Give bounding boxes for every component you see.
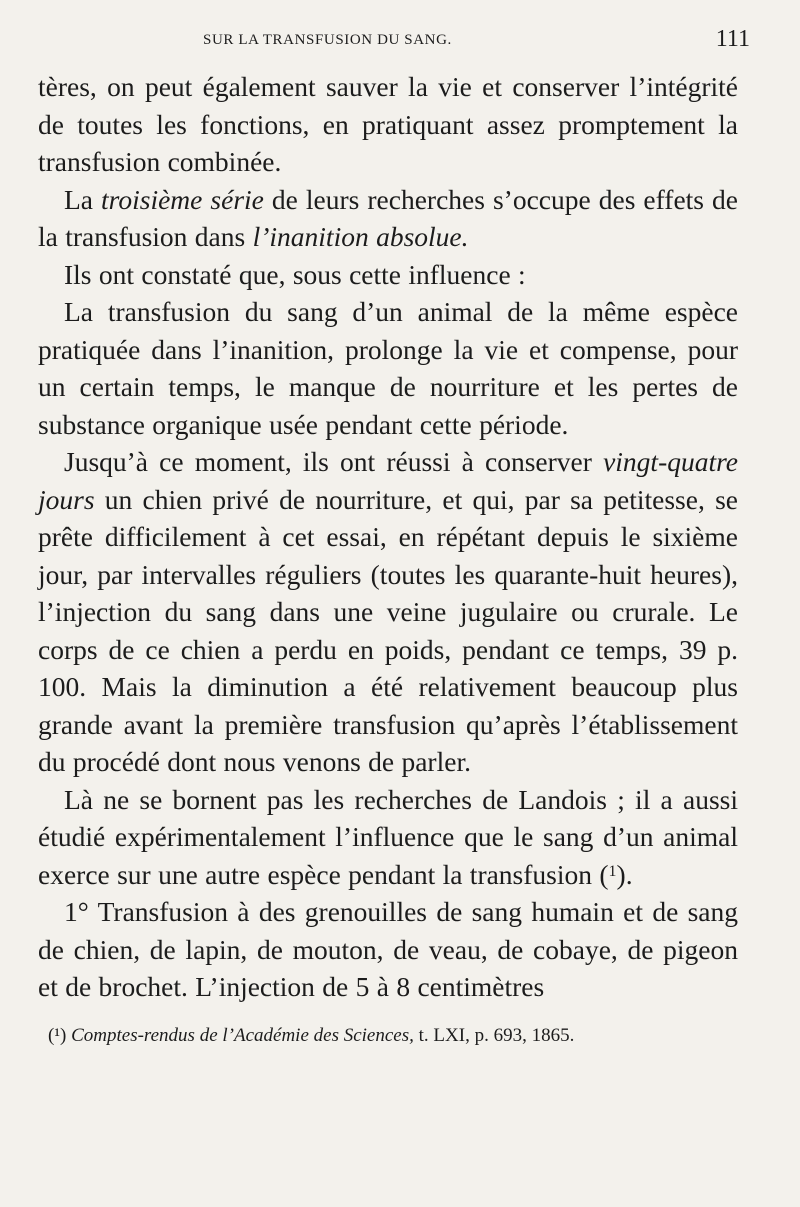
paragraph-5-emphasis: vingt-quatre jours <box>38 446 738 515</box>
footnote-marker: (¹) <box>48 1024 67 1046</box>
paragraph-7-text: Transfusion à des grenouilles de sang humain et de sang de chien, de lapin, de mouton, de veau, de cobaye, de pigeon et de brochet. L’injection de 5 à 8 centimètres <box>38 896 738 1002</box>
footnote-source: Comptes-rendus de l’Académie des Sciences, <box>71 1024 414 1046</box>
footnote-reference: 1 <box>608 862 617 880</box>
paragraph-2-text-a: La <box>64 183 102 215</box>
paragraph-2-emphasis-2: l’inanition absolue. <box>252 221 469 252</box>
footnote <box>38 1024 738 1048</box>
paragraph-2-text-b: de leurs recherches s’occupe des effets de la transfusion dans <box>38 183 738 252</box>
paragraph-5 <box>38 443 738 781</box>
paragraph-2-emphasis-1: troisième série <box>101 183 264 215</box>
paragraph-6-text-a: Là ne se bornent pas les recherches de Landois ; il a aussi étudié expérimentalement l’influence que le sang d’un animal exerce sur une autre espèce pendant la transfusion ( <box>38 783 738 890</box>
paragraph-6-text-b: ). <box>616 858 633 890</box>
paragraph-2 <box>38 181 738 256</box>
paragraph-1: tères, on peut également sauver la vie et conserver l’intégrité de toutes les fonctions, en pratiquant assez promptement la transfusion combinée. <box>38 71 738 177</box>
paragraph-5-text-b: un chien privé de nourriture, et qui, par sa petitesse, se prête difficilement à cet essai, en répétant depuis le sixième jour, par intervalles réguliers (toutes les quarante-huit heures), l’injection du sang dans une veine jugulaire ou crurale. Le corps de ce chien a perdu en poids, pendant ce temps, 39 p. 100. Mais la diminution a été relativement beaucoup plus grande avant la première transfusion qu’après l’établissement du procédé dont nous venons de parler. <box>38 483 738 777</box>
body-text <box>38 68 738 1006</box>
page-header <box>38 26 750 68</box>
paragraph-4: La transfusion du sang d’un animal de la même espèce pratiquée dans l’inanition, prolonge la vie et compense, pour un certain temps, le manque de nourriture et les pertes de substance organique usée pendant cette période. <box>38 296 738 440</box>
paragraph-5-text-a: Jusqu’à ce moment, ils ont réussi à conserver <box>64 446 604 477</box>
paragraph-7 <box>38 893 738 1006</box>
page-number: 111 <box>715 26 750 52</box>
paragraph-7-number: 1° <box>64 896 89 927</box>
paragraph-3: Ils ont constaté que, sous cette influence : <box>64 258 526 290</box>
footnote-rest: t. LXI, p. 693, 1865. <box>413 1024 575 1046</box>
running-title: SUR LA TRANSFUSION DU SANG. <box>203 32 452 48</box>
paragraph-6 <box>38 781 738 894</box>
